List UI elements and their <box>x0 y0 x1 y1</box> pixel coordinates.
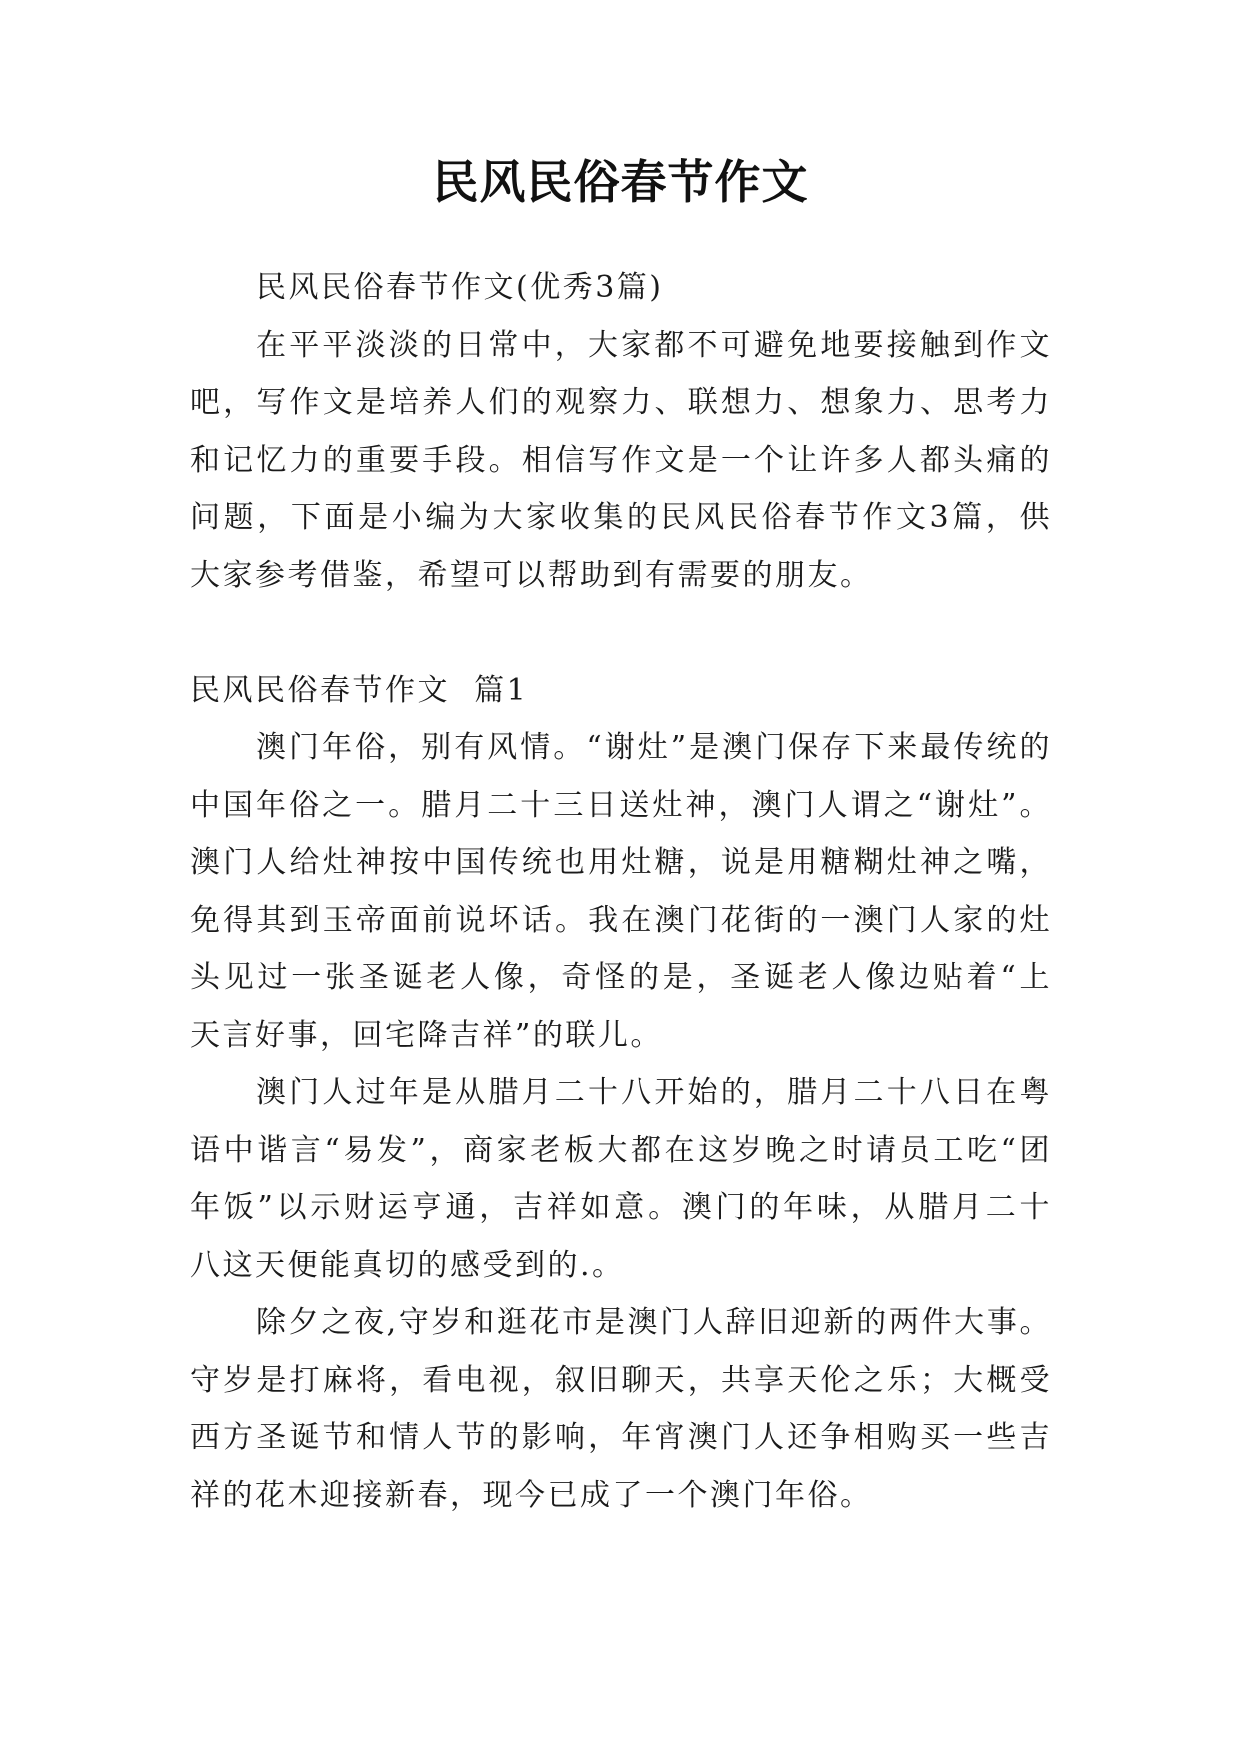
document-title: 民风民俗春节作文 <box>432 155 809 209</box>
paragraph-gap <box>190 604 1052 662</box>
document-subtitle: 民风民俗春节作文(优秀3篇) <box>256 270 664 305</box>
body-paragraph-1: 澳门年俗，别有风情。“谢灶”是澳门保存下来最传统的中国年俗之一。腊月二十三日送灶神，澳门人谓之“谢灶”。澳门人给灶神按中国传统也用灶糖，说是用糖糊灶神之嘴，免得其到玉帝面前说坏话。我在澳门花街的一澳门人家的灶头见过一张圣诞老人像，奇怪的是，圣诞老人像边贴着“上天言好事，回宅降吉祥”的联儿。 <box>190 730 1052 1053</box>
document-body <box>190 259 1052 1524</box>
section-heading: 民风民俗春节作文 篇1 <box>190 672 529 708</box>
intro-paragraph: 在平平淡淡的日常中，大家都不可避免地要接触到作文吧，写作文是培养人们的观察力、联想力、想象力、思考力和记忆力的重要手段。相信写作文是一个让许多人都头痛的问题，下面是小编为大家收集的民风民俗春节作文3篇，供大家参考借鉴，希望可以帮助到有需要的朋友。 <box>190 327 1052 593</box>
body-paragraph-3: 除夕之夜,守岁和逛花市是澳门人辞旧迎新的两件大事。守岁是打麻将，看电视，叙旧聊天，共享天伦之乐；大概受西方圣诞节和情人节的影响，年宵澳门人还争相购买一些吉祥的花木迎接新春，现今已成了一个澳门年俗。 <box>190 1305 1052 1513</box>
body-paragraph-2: 澳门人过年是从腊月二十八开始的，腊月二十八日在粤语中谐言“易发”，商家老板大都在这岁晚之时请员工吃“团年饭”以示财运亨通，吉祥如意。澳门的年味，从腊月二十八这天便能真切的感受到的.。 <box>190 1075 1052 1283</box>
